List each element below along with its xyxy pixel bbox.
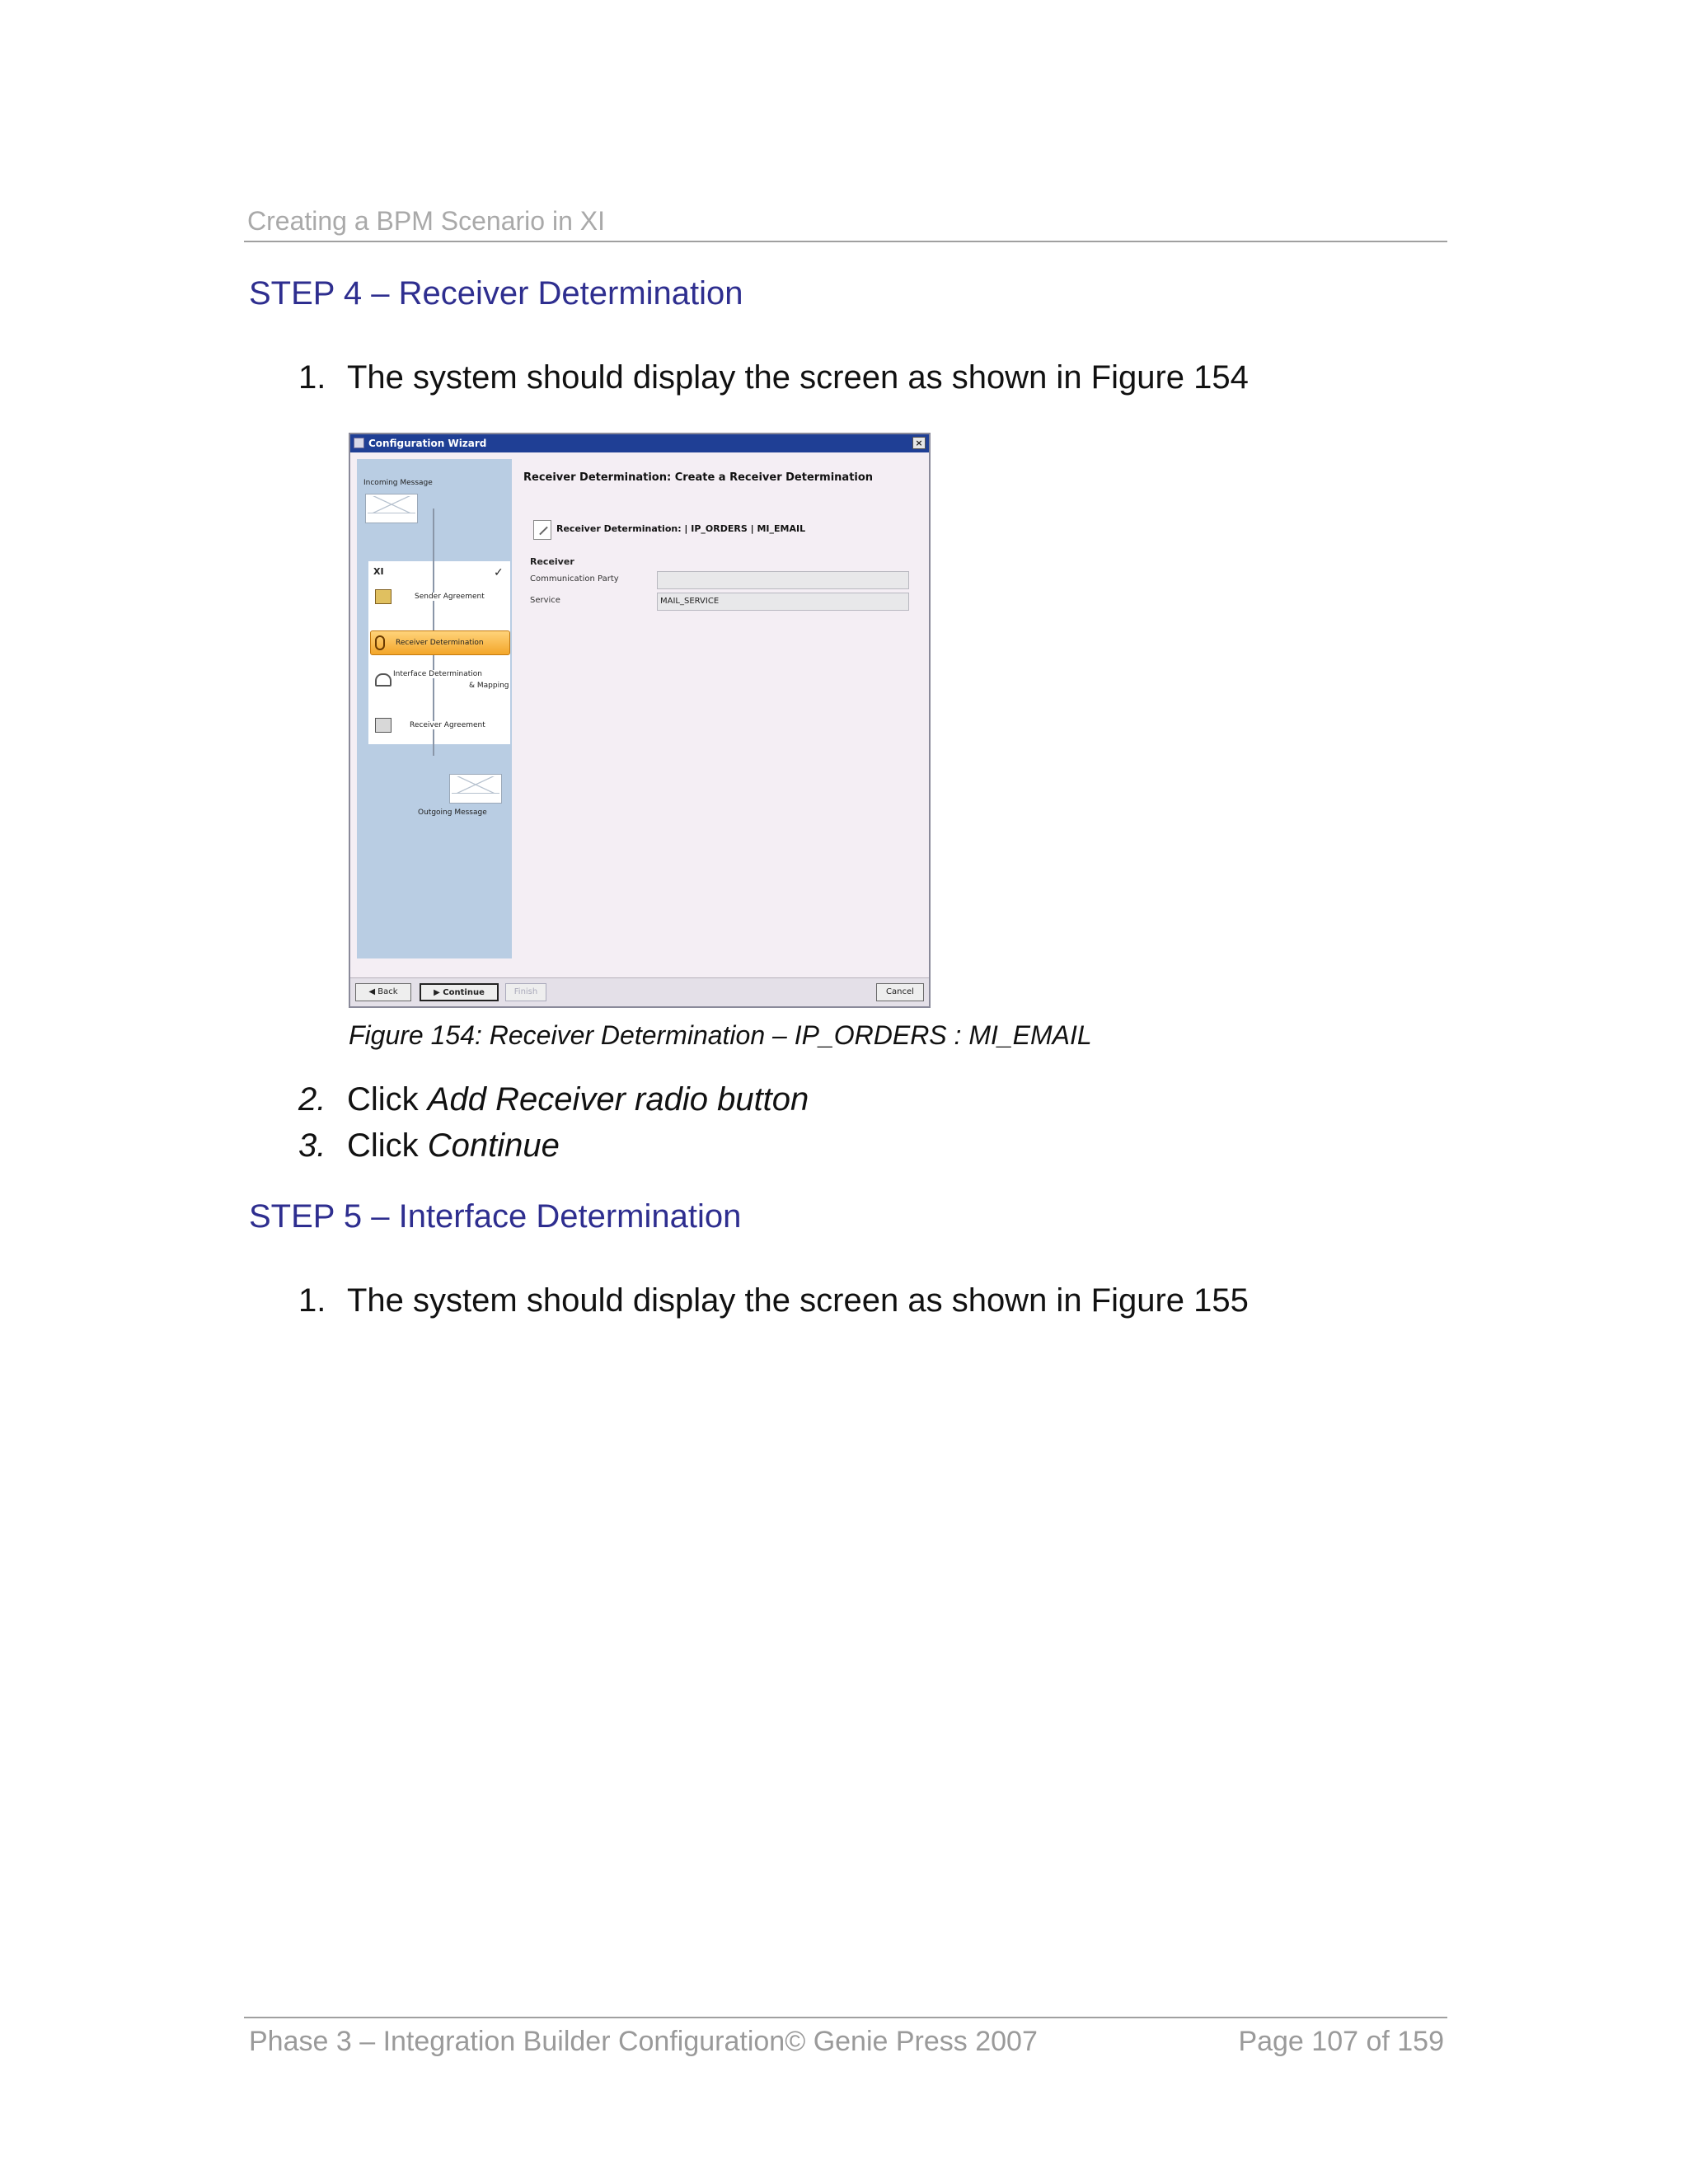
- list-text-emphasis: Add Receiver radio button: [427, 1081, 809, 1118]
- xi-label: XI: [373, 566, 384, 577]
- list-text: [347, 1081, 809, 1118]
- interface-determination-icon: [375, 673, 392, 687]
- sidebar-item-interface-mapping: & Mapping: [469, 682, 509, 690]
- window-icon: [354, 438, 364, 448]
- incoming-message-label: Incoming Message: [363, 479, 433, 487]
- object-line: Receiver Determination: | IP_ORDERS | MI_EMAIL: [556, 523, 806, 534]
- figure-caption: Figure 154: Receiver Determination – IP_ORDERS : MI_EMAIL: [349, 1020, 1092, 1050]
- active-step-receiver-determination[interactable]: [370, 630, 510, 655]
- sidebar-item-receiver-agreement[interactable]: Receiver Agreement: [410, 721, 485, 729]
- service-label: Service: [530, 596, 560, 605]
- list-number: 2.: [298, 1081, 326, 1118]
- step5-heading: STEP 5 – Interface Determination: [249, 1198, 742, 1235]
- incoming-envelope-icon: [365, 494, 418, 523]
- close-icon[interactable]: ×: [912, 437, 926, 449]
- back-button[interactable]: ◀ Back: [355, 983, 411, 1001]
- checkmark-icon: ✓: [494, 566, 504, 579]
- continue-button[interactable]: ▶ Continue: [420, 983, 499, 1001]
- receiver-group-title: Receiver: [530, 556, 574, 567]
- list-text: [347, 1127, 560, 1165]
- communication-party-input[interactable]: [657, 571, 909, 589]
- service-input[interactable]: MAIL_SERVICE: [657, 593, 909, 611]
- receiver-determination-icon: [375, 635, 385, 650]
- sidebar-item-sender-agreement[interactable]: Sender Agreement: [415, 593, 485, 601]
- wizard-title-bar: [350, 434, 929, 452]
- outgoing-envelope-icon: [449, 774, 502, 804]
- wizard-footer: [350, 977, 929, 1006]
- wizard-sidebar: [357, 459, 512, 958]
- header-rule: [244, 241, 1447, 242]
- finish-button[interactable]: Finish: [505, 983, 546, 1001]
- list-text-prefix: Click: [347, 1127, 428, 1164]
- running-header: Creating a BPM Scenario in XI: [247, 206, 605, 236]
- communication-party-label: Communication Party: [530, 574, 619, 583]
- list-number: 3.: [298, 1127, 326, 1164]
- list-text: The system should display the screen as shown in Figure 154: [347, 359, 1249, 396]
- sidebar-item-interface-determination[interactable]: Interface Determination: [393, 670, 482, 678]
- object-edit-icon: [533, 520, 551, 540]
- receiver-agreement-icon: [375, 718, 392, 733]
- list-text-emphasis: Continue: [427, 1127, 560, 1164]
- sidebar-item-receiver-determination: Receiver Determination: [396, 639, 484, 647]
- footer-rule: [244, 2017, 1447, 2018]
- list-text: The system should display the screen as shown in Figure 155: [347, 1282, 1249, 1319]
- configuration-wizard-window: [349, 433, 931, 1008]
- wizard-title: Configuration Wizard: [368, 438, 487, 449]
- page-number: Page 107 of 159: [1238, 2026, 1444, 2057]
- list-number: 1.: [298, 359, 326, 396]
- cancel-button[interactable]: Cancel: [876, 983, 924, 1001]
- footer-left: Phase 3 – Integration Builder Configuration© Genie Press 2007: [249, 2026, 1038, 2057]
- sender-agreement-icon: [375, 589, 392, 604]
- list-number: 1.: [298, 1282, 326, 1319]
- outgoing-message-label: Outgoing Message: [418, 808, 487, 817]
- wizard-main-heading: Receiver Determination: Create a Receiver Determination: [523, 471, 874, 484]
- step4-heading: STEP 4 – Receiver Determination: [249, 275, 743, 312]
- list-text-prefix: Click: [347, 1081, 428, 1118]
